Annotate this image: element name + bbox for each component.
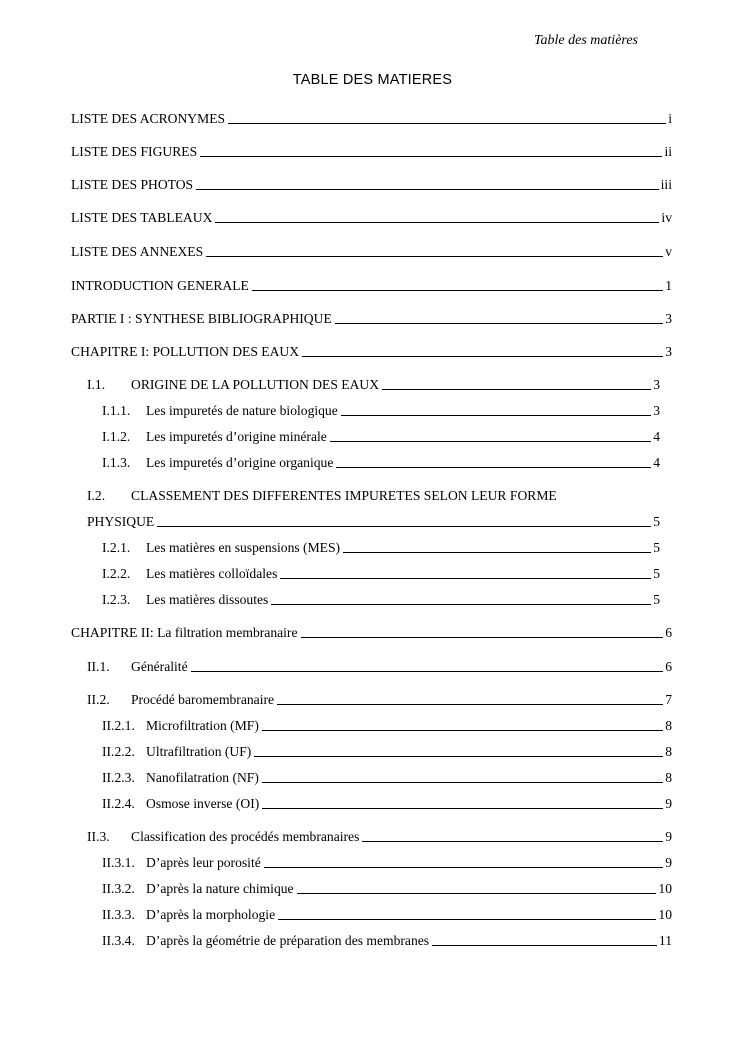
toc-section-number: II.2.1. — [102, 718, 135, 733]
toc-entry-text: LISTE DES TABLEAUX — [71, 210, 213, 225]
toc-section-number: II.3.3. — [102, 907, 135, 922]
toc-entry-text: Les matières en suspensions (MES) — [146, 540, 341, 555]
dot-leader — [200, 156, 662, 157]
dot-leader — [335, 323, 663, 324]
toc-entry-chapitre-2[interactable] — [71, 624, 672, 642]
toc-entry-liste-photos[interactable] — [71, 176, 672, 194]
toc-page-number: 6 — [665, 659, 672, 674]
toc-section-number: II.1. — [87, 659, 110, 674]
toc-entry-section-ii-3-3[interactable] — [102, 906, 672, 924]
toc-entry-text: Les impuretés d’origine minérale — [146, 429, 327, 444]
toc-entry-section-i-1-2[interactable] — [102, 428, 660, 446]
toc-section-number: II.3.1. — [102, 855, 135, 870]
toc-entry-text: Les matières dissoutes — [146, 592, 269, 607]
toc-entry-section-i-2-3[interactable] — [102, 591, 660, 609]
dot-leader — [157, 526, 651, 527]
dot-leader — [264, 867, 663, 868]
dot-leader — [341, 415, 651, 416]
dot-leader — [297, 893, 657, 894]
toc-entry-text: D’après la géométrie de préparation des membranes — [146, 933, 430, 948]
dot-leader — [206, 256, 663, 257]
dot-leader — [215, 222, 659, 223]
toc-entry-text: LISTE DES ANNEXES — [71, 244, 204, 259]
toc-section-number: I.2.1. — [102, 540, 131, 555]
toc-entry-text: LISTE DES FIGURES — [71, 144, 198, 159]
toc-page-number: 3 — [653, 377, 660, 392]
toc-entry-section-ii-2-2[interactable] — [102, 743, 672, 761]
toc-page-number: 7 — [665, 692, 672, 707]
toc-page-number: iv — [661, 210, 672, 225]
toc-entry-section-i-1[interactable] — [87, 376, 660, 394]
toc-entry-chapitre-1[interactable] — [71, 343, 672, 361]
toc-entry-text: Les impuretés de nature biologique — [146, 403, 338, 418]
toc-section-number: II.3.2. — [102, 881, 135, 896]
toc-page-number: 3 — [665, 344, 672, 359]
toc-entry-text-continued: PHYSIQUE — [87, 514, 155, 529]
toc-entry-introduction[interactable] — [71, 277, 672, 295]
toc-page-number: 4 — [653, 455, 660, 470]
toc-entry-text: ORIGINE DE LA POLLUTION DES EAUX — [131, 377, 380, 392]
toc-entry-section-i-2-line2[interactable] — [87, 513, 660, 531]
toc-entry-text: Les matières colloïdales — [146, 566, 278, 581]
toc-section-number: II.3. — [87, 829, 110, 844]
toc-section-number: I.1.3. — [102, 455, 131, 470]
toc-section-number: I.2. — [87, 488, 106, 503]
toc-page-number: 1 — [665, 278, 672, 293]
toc-page-number: 11 — [658, 933, 672, 948]
toc-entry-section-ii-3[interactable] — [87, 828, 672, 846]
toc-page-number: 5 — [653, 592, 660, 607]
toc-entry-text: LISTE DES PHOTOS — [71, 177, 194, 192]
toc-entry-text: LISTE DES ACRONYMES — [71, 111, 226, 126]
toc-entry-text: Classification des procédés membranaires — [131, 829, 360, 844]
toc-entry-section-ii-2-4[interactable] — [102, 795, 672, 813]
toc-entry-liste-annexes[interactable] — [71, 243, 672, 261]
toc-entry-section-ii-1[interactable] — [87, 658, 672, 676]
toc-page-number: ii — [664, 144, 672, 159]
toc-section-number: I.1.1. — [102, 403, 131, 418]
toc-entry-text: Nanofilatration (NF) — [146, 770, 259, 785]
toc-section-number: I.2.3. — [102, 592, 131, 607]
toc-entry-section-ii-2-1[interactable] — [102, 717, 672, 735]
toc-entry-liste-acronymes[interactable] — [71, 110, 672, 128]
toc-entry-text: INTRODUCTION GENERALE — [71, 278, 249, 293]
toc-entry-text: Les impuretés d’origine organique — [146, 455, 334, 470]
dot-leader — [254, 756, 663, 757]
toc-entry-text: D’après la morphologie — [146, 907, 276, 922]
toc-section-number: I.1. — [87, 377, 106, 392]
running-header: Table des matières — [534, 33, 638, 48]
toc-page-number: 8 — [665, 718, 672, 733]
toc-page-number: 10 — [658, 907, 672, 922]
dot-leader — [252, 290, 663, 291]
dot-leader — [228, 123, 666, 124]
dot-leader — [262, 782, 663, 783]
toc-page-number: 9 — [665, 796, 672, 811]
dot-leader — [362, 841, 663, 842]
toc-entry-section-ii-2-3[interactable] — [102, 769, 672, 787]
toc-entry-section-ii-2[interactable] — [87, 691, 672, 709]
toc-page-number: v — [665, 244, 672, 259]
toc-entry-text: CHAPITRE II: La filtration membranaire — [71, 625, 298, 640]
page-title: TABLE DES MATIERES — [292, 72, 453, 88]
toc-page-number: 5 — [653, 566, 660, 581]
toc-entry-section-i-1-1[interactable] — [102, 402, 660, 420]
toc-entry-section-i-2-line1[interactable] — [87, 487, 557, 505]
toc-entry-section-ii-3-2[interactable] — [102, 880, 672, 898]
dot-leader — [330, 441, 651, 442]
toc-section-number: II.2.4. — [102, 796, 135, 811]
dot-leader — [262, 730, 663, 731]
toc-section-number: I.2.2. — [102, 566, 131, 581]
toc-entry-text: Ultrafiltration (UF) — [146, 744, 252, 759]
toc-page-number: 9 — [665, 829, 672, 844]
toc-section-number: II.2. — [87, 692, 110, 707]
dot-leader — [271, 604, 651, 605]
dot-leader — [196, 189, 659, 190]
toc-page-number: 10 — [658, 881, 672, 896]
toc-page-number: i — [668, 111, 672, 126]
dot-leader — [382, 389, 651, 390]
toc-entry-text: Procédé baromembranaire — [131, 692, 275, 707]
toc-page-number: 8 — [665, 770, 672, 785]
toc-page-number: iii — [660, 177, 672, 192]
toc-entry-text: CLASSEMENT DES DIFFERENTES IMPURETES SELON LEUR FORME — [131, 488, 557, 503]
toc-entry-section-i-2-1[interactable] — [102, 539, 660, 557]
toc-entry-liste-figures[interactable] — [71, 143, 672, 161]
toc-entry-partie-1[interactable] — [71, 310, 672, 328]
toc-entry-text: PARTIE I : SYNTHESE BIBLIOGRAPHIQUE — [71, 311, 332, 326]
dot-leader — [278, 919, 656, 920]
toc-section-number: II.2.3. — [102, 770, 135, 785]
toc-entry-text: Microfiltration (MF) — [146, 718, 259, 733]
dot-leader — [280, 578, 651, 579]
toc-entry-section-ii-3-4[interactable] — [102, 932, 672, 950]
dot-leader — [343, 552, 651, 553]
toc-page-number: 3 — [665, 311, 672, 326]
toc-entry-liste-tableaux[interactable] — [71, 209, 672, 227]
toc-page-number: 4 — [653, 429, 660, 444]
toc-section-number: II.2.2. — [102, 744, 135, 759]
dot-leader — [432, 945, 657, 946]
toc-page-number: 6 — [665, 625, 672, 640]
toc-section-number: II.3.4. — [102, 933, 135, 948]
toc-entry-section-i-2-2[interactable] — [102, 565, 660, 583]
dot-leader — [191, 671, 664, 672]
dot-leader — [301, 637, 664, 638]
toc-entry-text: Généralité — [131, 659, 188, 674]
toc-entry-text: D’après leur porosité — [146, 855, 261, 870]
toc-entry-text: Osmose inverse (OI) — [146, 796, 260, 811]
toc-entry-section-ii-3-1[interactable] — [102, 854, 672, 872]
dot-leader — [277, 704, 663, 705]
dot-leader — [336, 467, 651, 468]
toc-page-number: 5 — [653, 540, 660, 555]
toc-entry-text: D’après la nature chimique — [146, 881, 294, 896]
toc-entry-section-i-1-3[interactable] — [102, 454, 660, 472]
toc-page-number: 3 — [653, 403, 660, 418]
toc-page-number: 8 — [665, 744, 672, 759]
toc-page-number: 5 — [653, 514, 660, 529]
toc-section-number: I.1.2. — [102, 429, 131, 444]
dot-leader — [262, 808, 663, 809]
toc-page-number: 9 — [665, 855, 672, 870]
dot-leader — [302, 356, 663, 357]
toc-entry-text: CHAPITRE I: POLLUTION DES EAUX — [71, 344, 300, 359]
